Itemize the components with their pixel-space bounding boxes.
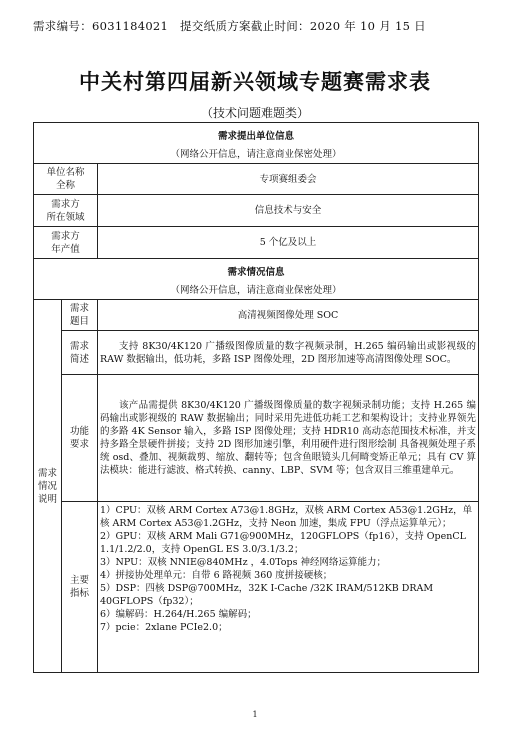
org-output-label-text: 需求方 年产值 [51, 230, 80, 255]
group-label-text: 需求 情况 说明 [37, 467, 57, 505]
org-field-label-text: 需求方 所在领域 [46, 198, 85, 223]
deadline-value: 2020 年 10 月 15 日 [309, 19, 426, 33]
topic-value: 高清视频图像处理 SOC [98, 300, 479, 331]
section1-title-row [34, 123, 479, 146]
function-label [62, 375, 98, 502]
metrics-label-text: 主要 指标 [69, 575, 89, 599]
requirement-number: 6031184021 [92, 19, 169, 33]
org-name-label [34, 164, 98, 195]
metric-item: 7）pcie：2xlane PCIe2.0； [100, 622, 228, 633]
metric-item: 1）CPU：双核 ARM Cortex A73@1.8GHz，双核 ARM Cortex A53@1.2GHz，单核 ARM Cortex A53@1.2GHz，支持 Neon 加速，集成 FPU（浮点运算单元）； [100, 505, 473, 529]
document-subtitle: （技术问题难题类） [200, 106, 309, 120]
section1-note-row [34, 145, 479, 164]
org-field-value: 信息技术与安全 [98, 195, 479, 227]
metrics-list [98, 502, 479, 673]
org-name-value: 专项赛组委会 [98, 164, 479, 195]
section2-title: 需求情况信息 [34, 259, 479, 282]
function-value: 该产品需提供 8K30/4K120 广播级图像质量的数字视频录制功能；支持 H.265 编码输出或影视级的 RAW 数据输出；同时采用先进低功耗工艺和架构设计；支持业界领先的多路 4K Sensor 输入，多路 ISP 图像处理；支持 HDR10 高动态范围技术标准，并支持多路全景硬件拼接；支持 2D 图形加速引擎，利用硬件进行图形绘制 具备视频处理子系统 osd、叠加、视频裁剪、缩放、翻转等；包含鱼眼镜头几何畸变矫正单元；具有 CV 算法模块：能进行滤波、格式转换、canny、LBP、SVM 等；包含双目三维重建单元。 [98, 375, 479, 502]
topic-label-text: 需求 题目 [69, 303, 89, 327]
section1-title: 需求提出单位信息 [34, 123, 479, 146]
org-output-value: 5 个亿及以上 [98, 227, 479, 259]
section1-note: （网络公开信息，请注意商业保密处理） [34, 145, 479, 164]
deadline-label: 提交纸质方案截止时间： [180, 19, 310, 33]
metric-item: 4）拼接协处理单元：自带 6 路视频 360 度拼接硬核； [100, 570, 333, 581]
org-name-label-text: 单位名称 全称 [46, 167, 85, 191]
topic-row [34, 300, 479, 331]
metric-item: 3）NPU：双核 NNIE@840MHz ，4.0Tops 神经网络运算能力； [100, 557, 386, 568]
org-field-label [34, 195, 98, 227]
metric-item: 2）GPU：双核 ARM Mali G71@900MHz，120GFLOPS（fp16），支持 OpenCL 1.1/1.2/2.0，支持 OpenGL ES 3.0/3.1/3.2； [100, 531, 466, 555]
summary-label-text: 需求 简述 [69, 340, 89, 365]
page-number: 1 [252, 710, 258, 719]
metrics-label [62, 502, 98, 673]
function-row [34, 375, 479, 502]
org-output-label [34, 227, 98, 259]
org-output-row [34, 227, 479, 259]
document-title: 中关村第四届新兴领域专题赛需求表 [79, 70, 431, 94]
summary-row [34, 331, 479, 375]
section2-note-row [34, 281, 479, 300]
requirement-number-label: 需求编号： [33, 19, 92, 33]
metric-item: 5）DSP：四核 DSP@700MHz，32K I-Cache /32K IRAM/512KB DRAM 40GFLOPS（fp32）； [100, 583, 434, 607]
header-line [33, 18, 426, 34]
function-label-text: 功能 要求 [69, 426, 89, 450]
section2-title-row [34, 259, 479, 282]
org-name-row [34, 164, 479, 195]
summary-value: 支持 8K30/4K120 广播级图像质量的数字视频录制，H.265 编码输出或影视级的 RAW 数据输出，低功耗，多路 ISP 图像处理，2D 图形加速等高清图像处理 SOC。 [98, 331, 479, 375]
requirement-table [33, 122, 479, 673]
metrics-row [34, 502, 479, 673]
summary-label [62, 331, 98, 375]
org-field-row [34, 195, 479, 227]
metric-item: 6）编解码：H.264/H.265 编解码； [100, 609, 257, 620]
topic-label [62, 300, 98, 331]
group-label [34, 300, 62, 673]
section2-note: （网络公开信息，请注意商业保密处理） [34, 281, 479, 300]
